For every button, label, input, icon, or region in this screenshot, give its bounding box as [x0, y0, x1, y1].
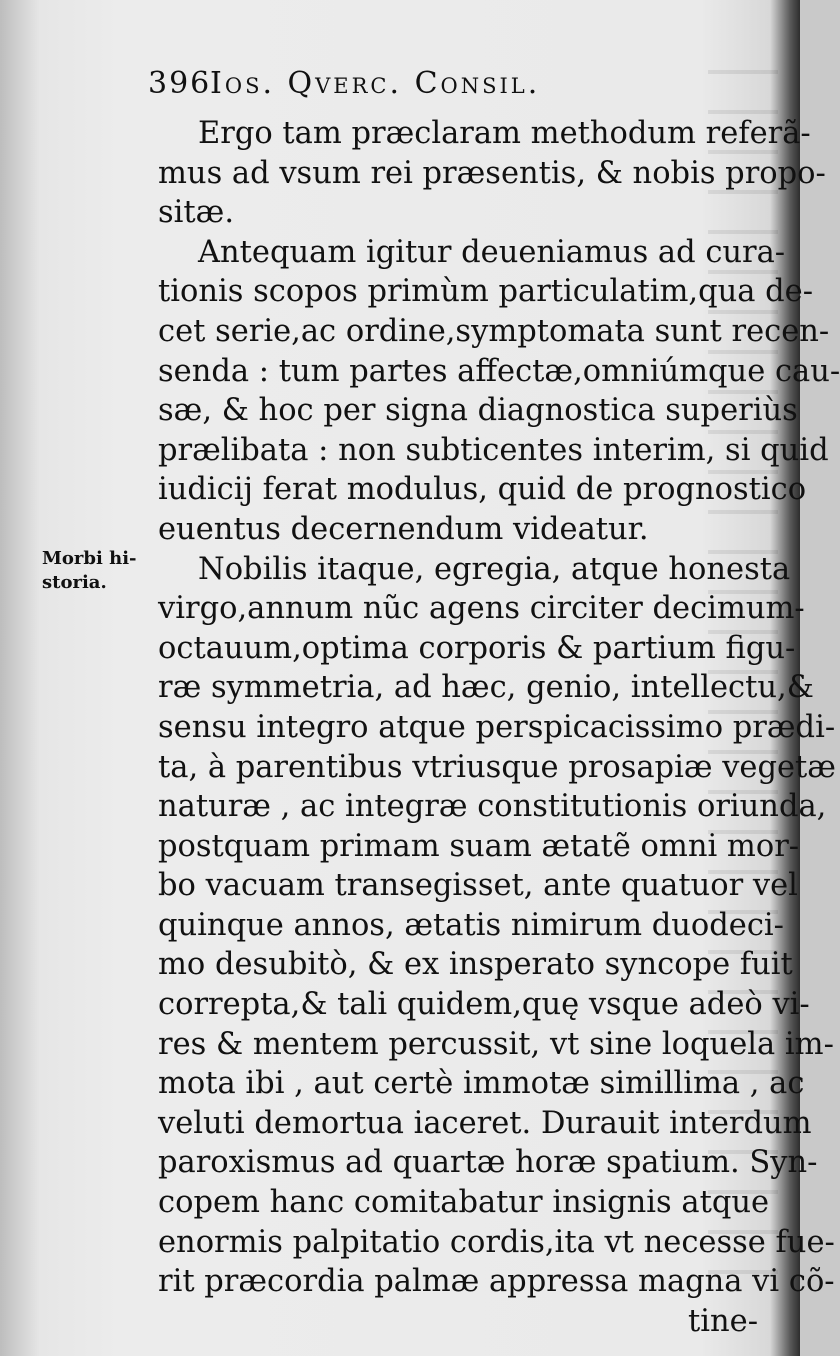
- text-line: enormis palpitatio cordis,ita vt necesse fue-: [158, 1224, 835, 1260]
- margin-note-line: storia.: [42, 572, 107, 593]
- text-line: euentus decernendum videatur.: [158, 511, 649, 547]
- text-line: mus ad vsum rei præsentis, & nobis propo-: [158, 155, 826, 191]
- text-line: cet serie,ac ordine,symptomata sunt recen-: [158, 313, 830, 349]
- text-line: mota ibi , aut certè immotæ simillima , ac: [158, 1066, 805, 1102]
- text-line: res & mentem percussit, vt sine loquela im-: [158, 1026, 834, 1062]
- text-line: sensu integro atque perspicacissimo prædi-: [158, 709, 836, 745]
- text-line: senda : tum partes affectæ,omniúmque cau-: [158, 353, 840, 389]
- text-line: veluti demortua iaceret. Durauit interdum: [158, 1105, 812, 1141]
- text-line: Antequam igitur deueniamus ad cura-: [198, 234, 786, 270]
- catchword: tine-: [687, 1303, 758, 1339]
- text-line: quinque annos, ætatis nimirum duodeci-: [158, 907, 784, 943]
- text-line: tionis scopos primùm particulatim,qua de-: [158, 274, 814, 310]
- text-line: rit præcordia palmæ appressa magna vi cõ-: [158, 1264, 835, 1300]
- text-line: copem hanc comitabatur insignis atque: [158, 1185, 770, 1221]
- margin-note-line: Morbi hi-: [42, 548, 137, 569]
- text-line: mo desubitò, & ex insperato syncope fuit: [158, 947, 793, 983]
- page-header: [148, 66, 768, 110]
- text-line: virgo,annum nũc agens circiter decimum-: [158, 591, 805, 627]
- text-line: Nobilis itaque, egregia, atque honesta: [198, 551, 791, 587]
- text-line: ræ symmetria, ad hæc, genio, intellectu,&: [158, 670, 814, 706]
- text-line: postquam primam suam ætatẽ omni mor-: [158, 828, 800, 864]
- margin-note: [42, 547, 152, 595]
- running-title: Ios. Qverc. Consil.: [210, 66, 541, 101]
- text-line: ta, à parentibus vtriusque prosapiæ vegetæ: [158, 749, 836, 785]
- text-line: prælibata : non subticentes interim, si quid: [158, 432, 829, 468]
- text-line: iudicij ferat modulus, quid de prognostico: [158, 472, 807, 508]
- text-line: paroxismus ad quartæ horæ spatium. Syn-: [158, 1145, 818, 1181]
- text-line: bo vacuam transegisset, ante quatuor vel: [158, 868, 798, 904]
- text-line: sitæ.: [158, 195, 235, 231]
- body-text: [158, 114, 840, 1341]
- text-line: sæ, & hoc per signa diagnostica superiùs: [158, 393, 798, 429]
- text-line: Ergo tam præclaram methodum referã-: [198, 116, 811, 151]
- page-number: 396: [148, 66, 212, 101]
- text-line: octauum,optima corporis & partium figu-: [158, 630, 796, 666]
- text-line: naturæ , ac integræ constitutionis oriunda,: [158, 789, 827, 825]
- text-line: correpta,& tali quidem,quę vsque adeò vi-: [158, 987, 810, 1023]
